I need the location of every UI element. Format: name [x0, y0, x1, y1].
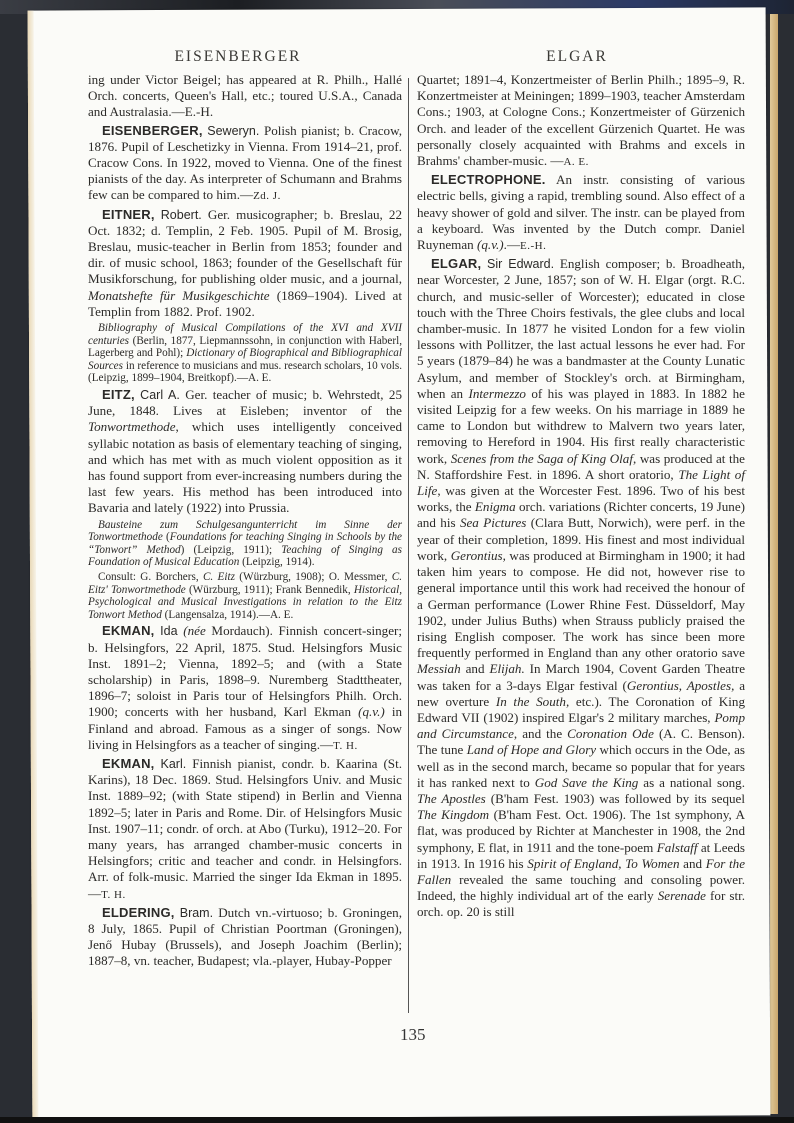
headword: ELDERING, [102, 904, 175, 920]
forename: Seweryn. [207, 123, 260, 138]
entry-eitner [88, 207, 402, 320]
right-column [417, 72, 745, 923]
entry-text: Ger. teacher of music; b. Wehrstedt, 25 June, 1848. Lives at Eisleben; inventor of the [88, 387, 402, 419]
biblio-text: (Langensalza, 1914).—A. E. [164, 608, 294, 621]
work-title: Elijah. [489, 661, 525, 677]
forename: Sir Edward. [487, 257, 555, 272]
forename: Bram. [179, 905, 214, 920]
entry-text-segment: as a national song. [638, 774, 745, 790]
work-title: Intermezzo [468, 385, 526, 401]
work-title: C. Eitz [202, 571, 235, 584]
work-title: In the South, [495, 693, 570, 709]
bibliography [88, 519, 402, 569]
headword: ELGAR, [431, 256, 482, 272]
work-title: Bibliography of Musical Compilations of the XVI and XVII centuries [88, 322, 402, 347]
work-title: Tonwortmethode [88, 419, 176, 435]
entry-text-segment: orch. variations (Richter concerts, 19 June) and his [417, 499, 745, 531]
biblio-text: (Berlin, 1877, Liepmannssohn, in conjunction with Haberl, Lagerberg and Pohl); [88, 334, 402, 360]
entry-eldering [88, 905, 402, 970]
entry-text-segment: a new overture [417, 677, 746, 709]
headword: ELECTROPHONE. [431, 172, 546, 188]
forename: Carl A. [140, 388, 180, 403]
entry-text: (1869–1904). Lived at Templin from 1882. Prof. 1902. [88, 287, 402, 319]
biblio-text: (Würzburg, 1911); Frank Bennedik, [188, 583, 351, 596]
work-title: Messiah [417, 661, 461, 677]
entry-text-segment: (Clara Butt, Norwich), were perf. in the year of their completion, 1899. His finest and most individual work, [417, 515, 746, 563]
entry-text: Finnish pianist, condr. b. Kaarina (St. Karins), 18 Dec. 1869. Stud. Helsingfors Univ. and Music Inst. 1889–92; (with State stipend) in Berlin and Vienna 1892–5; later in Paris and Rome. Dir. of Helsingfors Music Inst. 1907–11; condr. of orch. at Abo (Turku), 1912–20. For many years, has arranged chamber-music concerts in Helsingfors; critic and teacher and condr. in Helsingfors. Arr. of folk-music. Married the singer Ida Ekman in 1895.— [88, 756, 402, 901]
entry-electrophone [417, 172, 745, 254]
bibliography [88, 322, 402, 385]
column-divider [408, 78, 409, 1013]
entry-text-segment: (B'ham Fest. Oct. 1906). The 1st symphony, A flat, was produced by Richter at Manchester in 1908, the 2nd symphony, E flat, in 1911 and the tone-poem [417, 807, 745, 855]
entry-text [417, 256, 745, 919]
forename: Karl. [160, 757, 187, 772]
entry-text-segment: , was given at the Worcester Fest. 1896. Two of his best works, the [417, 483, 745, 515]
entry-elgar [417, 256, 745, 920]
entry-text-segment: of his was played in 1883. In 1882 he visited Leipzig for a few weeks. On his marriage in 1889 he came to London but withdrew to Malvern two years later, removing to Hereford in 1904. His first really characteristic work, [417, 385, 745, 466]
nee-label: (née [183, 623, 206, 639]
running-head-right: ELGAR [546, 48, 608, 65]
entry-eitz [88, 387, 402, 517]
work-title: Scenes from the Saga of King Olaf [450, 450, 633, 466]
biblio-text: (Würzburg, 1908); O. Messmer, [239, 571, 388, 584]
work-title: Gerontius, [450, 547, 506, 563]
entry-ekman-ida [88, 623, 402, 754]
entry-text: Dutch vn.-virtuoso; b. Groningen, 8 July, 1865. Pupil of Christian Poortman (Groningen), Jenő Hubay (Brussels), and Joseph Joachim (Berlin); 1887–8, vn. teacher, Budapest; vla.-player, Hubay-Popper [88, 904, 402, 969]
work-title: The Apostles [417, 790, 486, 806]
work-title: God Save the King [534, 774, 639, 790]
entry-text-segment: revealed the same touching and consoling power. Indeed, the highly individual art of the early [417, 871, 745, 904]
headword: EKMAN, [102, 623, 155, 639]
work-title: Sea Pictures [459, 515, 527, 531]
entry-text: Quartet; 1891–4, Konzertmeister of Berlin Philh.; 1895–9, R. Konzertmeister at Meiningen; 1899–1903, teacher Amsterdam Cons.; 1903, at Cologne Cons.; Konzertmeister of Gürzenich Orch. and leader of the excellent Gürzenich Quartet. He was personally closely acquainted with Brahms and excels in Brahms' chamber-music. — [417, 72, 745, 169]
scan-background-bottom [0, 1117, 794, 1123]
forename: Robert. [160, 207, 202, 222]
forename: Ida [160, 624, 178, 639]
entry-text-segment: for str. orch. op. 20 is still [417, 888, 745, 920]
continued-entry-text [417, 72, 745, 170]
biblio-text: (Leipzig, 1914). [242, 556, 315, 569]
headword: EISENBERGER, [102, 122, 203, 138]
entry-text: , which uses intelligently conceived syllabic notation as basis of elementary teaching of singing, and which has met with as much violent opposition as it has found support from ever-increasing numbers during the last few years. His method has been introduced into Bavaria and lately (1922) into Prussia. [88, 419, 402, 516]
work-title: Land of Hope and Glory [466, 742, 597, 758]
entry-text: in Finland and abroad. Famous as a singer of songs. Now living in Helsingfors as a teacher of singing.— [88, 704, 402, 752]
page-number: 135 [400, 1025, 426, 1044]
headword: EITZ, [102, 387, 135, 403]
entry-eisenberger [88, 123, 402, 205]
entry-text-segment: (B'ham Fest. 1903) was followed by its sequel [485, 790, 745, 806]
entry-text-segment: etc.). The Coronation of King Edward VII (1902) inspired Elgar's 2 military marches, [417, 693, 745, 725]
cross-reference: (q.v.) [477, 237, 504, 253]
work-title: The Kingdom [417, 807, 490, 823]
cross-reference: (q.v.) [358, 704, 385, 720]
headword: EITNER, [102, 206, 155, 222]
work-title: Monatshefte für Musikgeschichte [88, 287, 270, 303]
continued-entry-text: ing under Victor Beigel; has appeared at R. Philh., Hallé Orch. concerts, Queen's Hall, etc.; toured U.S.A., Canada and Australasia.—E.-H. [88, 72, 402, 120]
author-signature: A. E. [563, 156, 589, 169]
entry-text: An instr. consisting of various electric bells, giving a rapid, trembling sound. Also effect of a heavy shower of gold and silver. The instr. can be played from a keyboard. Was invented by the Dutch compr. Daniel Ruyneman [417, 172, 745, 253]
work-title: Falstaff [656, 839, 698, 855]
work-title: Teaching of Singing as Foundation of Musical Education [88, 543, 403, 569]
biblio-text: ) (Leipzig, 1911); [180, 543, 273, 556]
work-title: Enigma [474, 499, 516, 515]
entry-text-segment: English composer; b. Broadheath, near Worcester, 2 June, 1857; son of W. H. Elgar (orgt. R.C. church, and music-seller of Worcester); educated in close touch with the Three Choirs festivals, the glee clubs and local chamber-music. In 1877 he visited London for a few violin lessons with Pollitzer, the last actual lessons he ever had. For 5 years (1879–84) he was a bandmaster at the County Lunatic Asylum, and member of Stockley's orch. at Birmingham, when an [417, 256, 746, 401]
running-head-left: EISENBERGER [174, 48, 302, 65]
work-title: Serenade [657, 888, 706, 904]
work-title: Bausteine zum Schulgesangunterricht im Sinne der Tonwortmethode [88, 518, 402, 544]
entry-text-segment: which occurs in the Ode, as well as in the second march, became so popular that for years it has ranked next to [417, 742, 745, 790]
work-title: Gerontius, Apostles, [626, 677, 735, 693]
entry-text: Mordauch). Finnish concert-singer; b. Helsingfors, 22 April, 1875. Stud. Helsingfors Music Inst. 1891–2; Vienna, 1892–5; and (with a State scholarship) in Paris, 1898–9. Nuremberg Stadttheater, 1896–7; soloist in Paris tour of Helsingfors Philh. Orch. 1900; concerts with her husband, Karl Ekman [88, 623, 403, 720]
entry-text-segment: was produced at Birmingham in 1900; it had taken him years to compose. He did not, however rise to general importance until this work had received the honour of a German performance (Lower Rhine Fest. Düsseldorf, May 1902, under Julius Buths) when Strauss publicly praised the rising English composer. The work has since been more frequently performed in England than any other oratorio save [417, 547, 745, 661]
entry-text-segment: , and the [513, 726, 568, 742]
work-title: Foundations for teaching Singing in Schools by the “Tonwort” Method [88, 531, 403, 556]
headword: EKMAN, [102, 756, 155, 772]
work-title: The Light of Life [417, 466, 745, 499]
left-column [88, 72, 402, 972]
work-title: Spirit of England, To Women [527, 855, 680, 871]
consult-references [88, 571, 402, 621]
page-gutter-shadow [28, 11, 39, 1119]
biblio-text: ( [166, 531, 170, 544]
work-title: Pomp and Circumstance [417, 709, 745, 742]
entry-text: Ger. musicographer; b. Breslau, 22 Oct. 1832; d. Templin, 2 Feb. 1905. Pupil of M. Brosig, Breslau, music-teacher in Berlin from 1853; founder and dir. of music school, 1863; founder of the Gesellschaft für Musikforschung, for publishing older music, and a journal, [88, 206, 403, 287]
entry-ekman-karl [88, 756, 402, 903]
author-signature: T. H. [333, 739, 358, 752]
author-signature: E.-H. [520, 240, 547, 253]
entry-text-segment: and [679, 855, 706, 871]
entry-text-segment: (A. C. Benson). The tune [417, 726, 745, 758]
work-title: For the Fallen [417, 855, 746, 887]
entry-text-segment: , was produced at the N. Staffordshire Fest. in 1896. A short oratorio, [417, 450, 745, 482]
entry-text-segment: and [460, 661, 490, 677]
page-edge [770, 14, 778, 1114]
entry-text-segment: In March 1904, Covent Garden Theatre was taken for a 3-days Elgar festival ( [417, 661, 746, 693]
author-signature: Zd. J. [253, 190, 281, 203]
work-title: Coronation Ode [567, 726, 654, 742]
author-signature: T. H. [101, 888, 126, 901]
entry-text: .— [503, 237, 521, 253]
biblio-text: Consult: G. Borchers, [98, 571, 199, 584]
entry-text-segment: at Leeds in 1913. In 1916 his [417, 839, 745, 871]
work-title: C. Eitz' Tonwortmethode [88, 571, 402, 596]
entry-text: Polish pianist; b. Cracow, 1876. Pupil of Leschetizky in Vienna. From 1914–21, prof. Cracow Cons. In 1922, moved to Vienna. One of the finest pianists of the day. As interpreter of Schumann and Brahms few can be compared to him.— [88, 122, 402, 203]
work-title: Dictionary of Biographical and Bibliographical Sources [88, 347, 402, 372]
work-title: Historical, Psychological and Musical Investigations in relation to the Eitz Tonwort Method [88, 583, 403, 621]
biblio-text: in reference to musicians and mus. research scholars, 10 vols. (Leipzig, 1899–1904, Breitkopf).—A. E. [88, 359, 402, 385]
